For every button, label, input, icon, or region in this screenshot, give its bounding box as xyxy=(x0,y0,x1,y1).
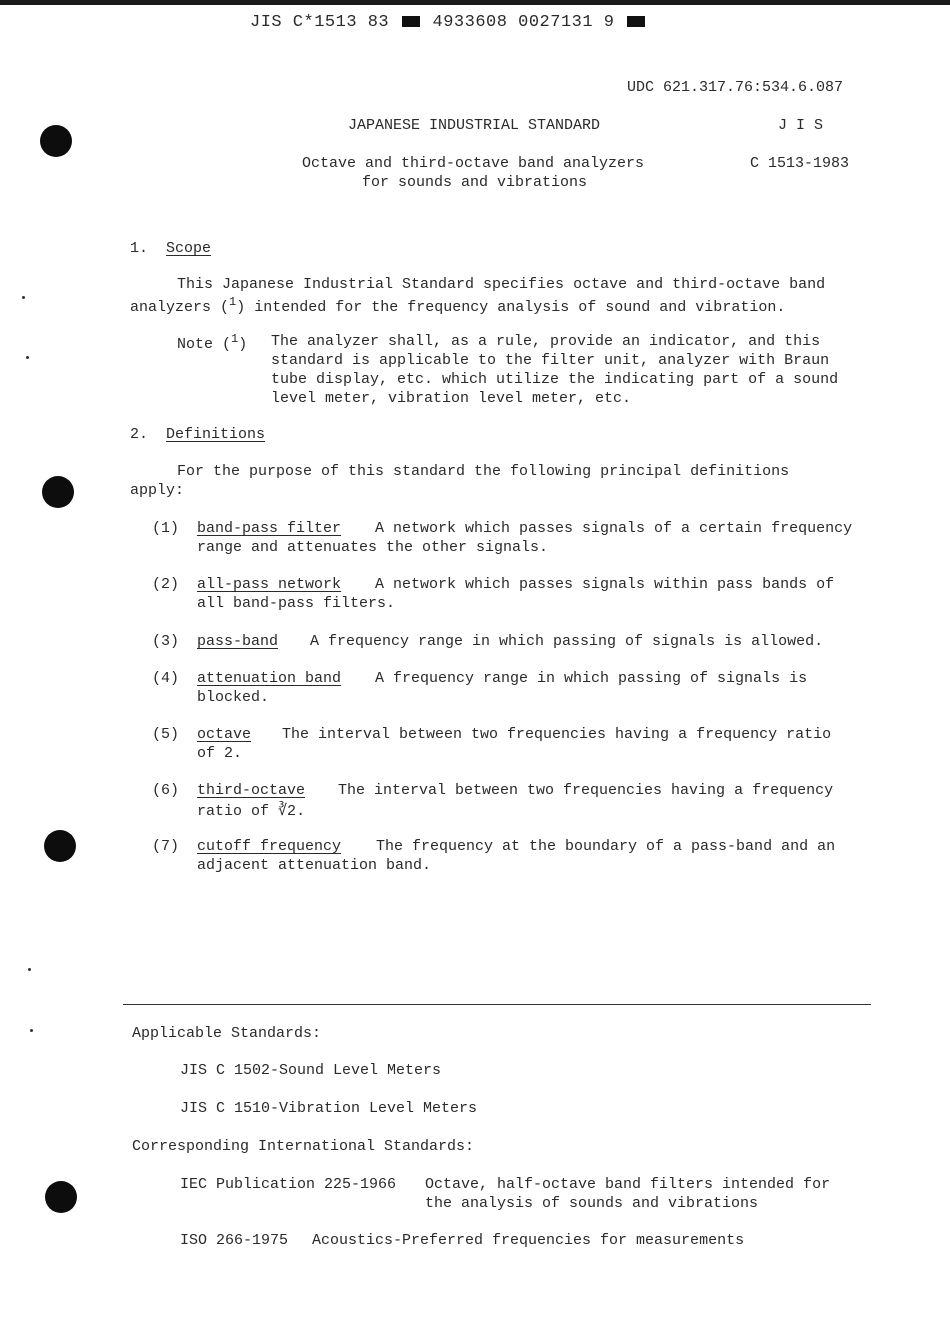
iec-reference: IEC Publication 225-1966 xyxy=(180,1176,397,1193)
scope-text: analyzers ( xyxy=(130,299,230,316)
udc-number: UDC 621.317.76:534.6.087 xyxy=(627,79,844,96)
definition-text: . xyxy=(296,803,306,820)
document-code-part2: 4933608 0027131 9 xyxy=(432,13,615,32)
definition-text: A network which passes signals within pass bands of xyxy=(375,576,835,593)
definition-text: blocked. xyxy=(197,689,270,706)
document-code-line xyxy=(250,13,647,32)
redaction-block xyxy=(627,16,645,27)
note-line: tube display, etc. which utilize the indicating part of a sound xyxy=(271,371,839,388)
iec-title-line-1: Octave, half-octave band filters intended for xyxy=(425,1176,831,1193)
note-line: The analyzer shall, as a rule, provide an indicator, and this xyxy=(271,333,821,350)
scan-speck xyxy=(28,968,31,971)
definitions-heading: Definitions xyxy=(166,426,266,443)
punch-hole xyxy=(40,125,72,157)
definition-term: all-pass network xyxy=(197,576,342,593)
iso-reference: ISO 266-1975 xyxy=(180,1232,289,1249)
section-number: 1. xyxy=(130,240,149,257)
definition-number: (7) xyxy=(152,838,180,855)
punch-hole xyxy=(44,830,76,862)
definition-number: (4) xyxy=(152,670,180,687)
definition-text: The interval between two frequencies having a frequency ratio xyxy=(282,726,832,743)
applicable-standard-item: JIS C 1502-Sound Level Meters xyxy=(180,1062,442,1079)
scan-speck xyxy=(22,296,25,299)
jis-mark: J I S xyxy=(778,117,824,134)
cube-root-of-two: ∛2 xyxy=(278,803,297,820)
note-text: Note ( xyxy=(177,336,232,353)
definitions-intro-line-1: For the purpose of this standard the following principal definitions xyxy=(177,463,790,480)
scope-heading: Scope xyxy=(166,240,212,257)
definition-text: A frequency range in which passing of signals is allowed. xyxy=(310,633,824,650)
redaction-block xyxy=(402,16,420,27)
footer-divider xyxy=(123,1004,871,1005)
applicable-standards-heading: Applicable Standards: xyxy=(132,1025,322,1042)
standard-number: C 1513-1983 xyxy=(750,155,850,172)
definition-text: range and attenuates the other signals. xyxy=(197,539,549,556)
definition-text: all band-pass filters. xyxy=(197,595,396,612)
footnote-ref: 1 xyxy=(229,295,237,309)
definition-term: band-pass filter xyxy=(197,520,342,537)
footnote-ref: 1 xyxy=(231,332,239,346)
definition-term: cutoff frequency xyxy=(197,838,342,855)
definition-text: A frequency range in which passing of signals is xyxy=(375,670,808,687)
document-code-part1: JIS C*1513 83 xyxy=(250,13,390,32)
scan-speck xyxy=(30,1029,33,1032)
punch-hole xyxy=(45,1181,77,1213)
definition-text: ratio of xyxy=(197,803,279,820)
definition-number: (1) xyxy=(152,520,180,537)
iso-title: Acoustics-Preferred frequencies for measurements xyxy=(312,1232,745,1249)
standard-org: JAPANESE INDUSTRIAL STANDARD xyxy=(348,117,601,134)
note-line: standard is applicable to the filter unit, analyzer with Braun xyxy=(271,352,830,369)
international-standards-heading: Corresponding International Standards: xyxy=(132,1138,475,1155)
iec-title-line-2: the analysis of sounds and vibrations xyxy=(425,1195,759,1212)
definition-text-with-root xyxy=(197,801,305,820)
title-line-2: for sounds and vibrations xyxy=(362,174,588,191)
definition-text: adjacent attenuation band. xyxy=(197,857,432,874)
applicable-standard-item: JIS C 1510-Vibration Level Meters xyxy=(180,1100,478,1117)
definition-number: (2) xyxy=(152,576,180,593)
definition-term: octave xyxy=(197,726,252,743)
definition-term: pass-band xyxy=(197,633,279,650)
definition-text: The frequency at the boundary of a pass-band and an xyxy=(376,838,836,855)
definition-term: third-octave xyxy=(197,782,306,799)
definition-text: of 2. xyxy=(197,745,243,762)
scope-paragraph-line-1: This Japanese Industrial Standard specifies octave and third-octave band xyxy=(177,276,826,293)
scan-speck xyxy=(26,356,29,359)
definition-number: (3) xyxy=(152,633,180,650)
note-text: ) xyxy=(238,336,248,353)
note-line: level meter, vibration level meter, etc. xyxy=(271,390,632,407)
definitions-intro-line-2: apply: xyxy=(130,482,185,499)
punch-hole xyxy=(42,476,74,508)
note-label xyxy=(177,332,247,353)
definition-number: (6) xyxy=(152,782,180,799)
definition-text: The interval between two frequencies having a frequency xyxy=(338,782,834,799)
definition-number: (5) xyxy=(152,726,180,743)
section-number: 2. xyxy=(130,426,149,443)
definition-text: A network which passes signals of a certain frequency xyxy=(375,520,853,537)
scope-paragraph-line-2 xyxy=(130,295,785,316)
scan-top-border xyxy=(0,0,950,5)
title-line-1: Octave and third-octave band analyzers xyxy=(302,155,645,172)
scope-text: ) intended for the frequency analysis of sound and vibration. xyxy=(236,299,786,316)
definition-term: attenuation band xyxy=(197,670,342,687)
